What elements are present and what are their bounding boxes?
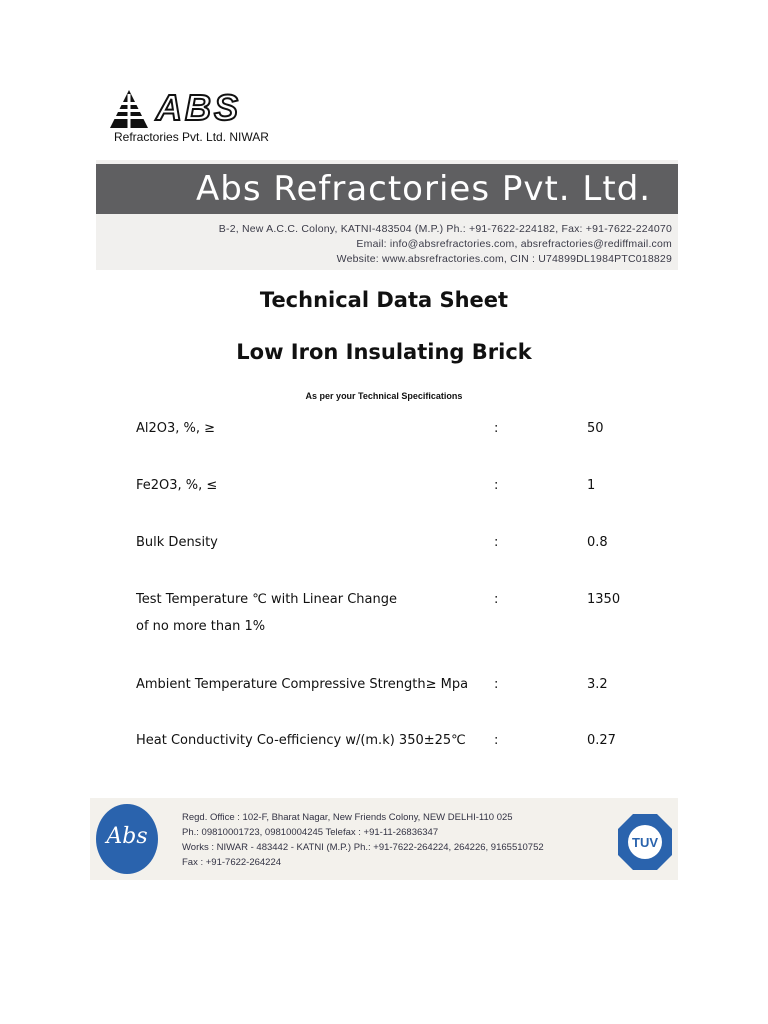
spec-label-continuation: of no more than 1%	[136, 619, 266, 634]
spec-separator: :	[494, 421, 499, 436]
letterhead-website: Website: www.absrefractories.com, CIN : U74899DL1984PTC018829	[336, 253, 672, 265]
tuv-certification-icon	[616, 812, 674, 872]
spec-value: 50	[587, 421, 604, 436]
footer-phone: Ph.: 09810001723, 09810004245 Telefax : +91-11-26836347	[182, 827, 439, 838]
footer-fax: Fax : +91-7622-264224	[182, 857, 282, 868]
document-title: Technical Data Sheet	[259, 288, 509, 312]
document-subtitle: As per your Technical Specifications	[305, 391, 463, 401]
spec-separator: :	[494, 733, 499, 748]
spec-label: Fe2O3, %, ≤	[136, 478, 218, 493]
letterhead-email: Email: info@absrefractories.com, absrefractories@rediffmail.com	[356, 238, 672, 250]
letterhead-address: B-2, New A.C.C. Colony, KATNI-483504 (M.P.) Ph.: +91-7622-224182, Fax: +91-7622-224070	[218, 223, 672, 235]
spec-label: Test Temperature ℃ with Linear Change	[136, 592, 397, 607]
spec-label: Bulk Density	[136, 535, 218, 550]
spec-separator: :	[494, 535, 499, 550]
product-title: Low Iron Insulating Brick	[236, 340, 532, 364]
letterhead-banner	[96, 160, 678, 270]
logo-wordmark: ABS	[156, 87, 242, 128]
spec-separator: :	[494, 592, 499, 607]
spec-separator: :	[494, 478, 499, 493]
spec-value: 0.27	[587, 733, 616, 748]
letterhead-company-name: Abs Refractories Pvt. Ltd.	[196, 169, 652, 209]
tuv-cert-text: TUV	[632, 835, 658, 850]
badge-text: Abs	[106, 824, 148, 849]
spec-value: 1	[587, 478, 596, 493]
company-logo	[108, 86, 283, 148]
spec-value: 0.8	[587, 535, 608, 550]
footer-banner	[90, 798, 678, 880]
spec-label: Al2O3, %, ≥	[136, 421, 216, 436]
triangle-emblem-icon	[108, 88, 150, 130]
spec-label: Ambient Temperature Compressive Strength≥ Mpa	[136, 677, 469, 692]
spec-separator: :	[494, 677, 499, 692]
logo-subtitle: Refractories Pvt. Ltd. NIWAR	[114, 130, 269, 144]
footer-office: Regd. Office : 102-F, Bharat Nagar, New Friends Colony, NEW DELHI-110 025	[182, 812, 513, 823]
abs-badge-logo	[96, 804, 158, 874]
spec-label: Heat Conductivity Co-efficiency w/(m.k) 350±25℃	[136, 733, 466, 748]
footer-works: Works : NIWAR - 483442 - KATNI (M.P.) Ph.: +91-7622-264224, 264226, 9165510752	[182, 842, 544, 853]
spec-value: 3.2	[587, 677, 608, 692]
spec-value: 1350	[587, 592, 621, 607]
